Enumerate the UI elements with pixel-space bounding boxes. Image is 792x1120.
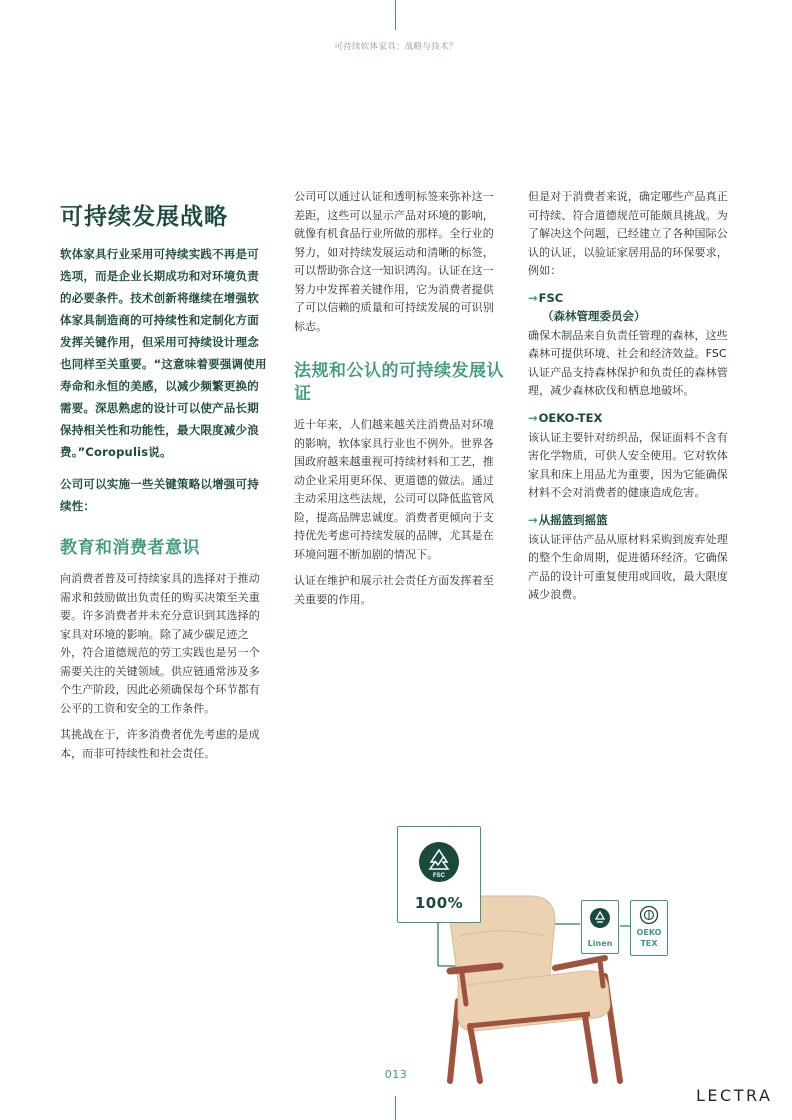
arrow-right-icon: →	[528, 410, 538, 425]
oeko-label-line-1: OEKO	[636, 928, 662, 937]
page-number: 013	[384, 1068, 408, 1081]
chair-armrest	[555, 958, 605, 968]
cert-oeko-tex	[528, 409, 738, 503]
body-paragraph: 近十年来，人们越来越关注消费品对环境的影响，软体家具行业也不例外。世界各国政府越来越重视可持续材料和工艺，推动企业采用更环保、更道德的做法。通过主动采用这些法规，公司可以降低监管风险，提高品牌忠诚度。消费者更倾向于支持优先考虑可持续发展的品牌，尤其是在环境问题不断加剧的情况下。	[294, 418, 494, 561]
section-heading-regulations: 法规和公认的可持续发展认证	[294, 361, 504, 404]
column-1	[60, 188, 270, 771]
cert-description: 该认证主要针对纺织品，保证面料不含有害化学物质，可供人安全使用。它对软体家具和床上用品尤为重要，因为它能确保材料不会对消费者的健康造成危害。	[528, 430, 728, 499]
linen-label: Linen	[587, 939, 613, 948]
section-heading-education: 教育和消费者意识	[60, 538, 200, 558]
lead-paragraph-2: 公司可以实施一些关键策略以增强可持续性：	[60, 477, 259, 513]
cert-cradle-to-cradle	[528, 511, 738, 605]
chair-armrest	[450, 966, 500, 971]
bottom-divider-line	[395, 1096, 396, 1120]
recycle-icon	[589, 907, 611, 929]
oeko-tex-icon	[639, 905, 659, 925]
brand-logo: LECTRA	[696, 1086, 773, 1105]
cert-title	[528, 409, 738, 427]
fsc-logo	[419, 842, 459, 882]
cert-name: OEKO-TEX	[538, 410, 603, 425]
chair-arm-support	[600, 961, 603, 986]
lead-paragraph: 软体家具行业采用可持续实践不再是可选项，而是企业长期成功和对环境负责的必要条件。技术创新将继续在增强软体家具制造商的可持续性和定制化方面发挥关键作用，但采用可持续设计理念也同样至关重要。“这意味着要强调使用寿命和永恒的美感，以减少频繁更换的需要。深思熟虑的设计可以使产品长期保持相关性和功能性，最大限度减少浪费。”Coropulis说。	[60, 247, 267, 459]
fsc-badge-text: FSC	[433, 873, 445, 879]
page-title: 可持续发展战略	[60, 204, 228, 230]
linen-label-card	[581, 900, 619, 954]
cert-description: 确保木制品来自负责任管理的森林，这些森林可提供环境、社会和经济效益。FSC 认证产品支持森林保护和负责任的森林管理，减少森林砍伐和栖息地破坏。	[528, 328, 728, 397]
body-paragraph: 但是对于消费者来说，确定哪些产品真正可持续、符合道德规范可能颇具挑战。为了解决这个问题，已经建立了各种国际公认的认证，以验证家居用品的环保要求，例如：	[528, 190, 728, 277]
cert-subtitle: （森林管理委员会）	[542, 308, 646, 323]
oeko-label-line-2: TEX	[640, 939, 658, 948]
cert-fsc	[528, 289, 738, 401]
column-2	[294, 188, 504, 617]
cert-description: 该认证评估产品从原材料采购到废弃处理的整个生命周期，促进循环经济。它确保产品的设计可重复使用或回收，最大限度减少浪费。	[528, 532, 728, 601]
top-divider-line	[395, 0, 396, 30]
cert-name: 从摇篮到摇篮	[538, 512, 608, 527]
body-paragraph: 向消费者普及可持续家具的选择对于推动需求和鼓励做出负责任的购买决策至关重要。许多消费者并未充分意识到其选择的家具对环境的影响。除了减少碳足迹之外，符合道德规范的劳工实践也是另一个需要关注的关键领域。供应链通常涉及多个生产阶段，因此必须确保每个环节都有公平的工资和安全的工作条件。	[60, 572, 260, 715]
column-3	[528, 188, 738, 613]
arrow-right-icon: →	[528, 290, 538, 305]
tree-check-icon	[419, 842, 459, 882]
fsc-label-card	[397, 826, 481, 923]
body-paragraph: 认证在维护和展示社会责任方面发挥着至关重要的作用。	[294, 574, 494, 606]
cert-title	[528, 511, 738, 529]
oeko-tex-label-card	[630, 900, 668, 956]
cert-title	[528, 289, 738, 325]
body-paragraph: 其挑战在于，许多消费者优先考虑的是成本，而非可持续性和社会责任。	[60, 728, 260, 760]
arrow-right-icon: →	[528, 512, 538, 527]
running-head: 可持续软体家具：战略与技术？	[334, 42, 458, 52]
body-paragraph: 公司可以通过认证和透明标签来弥补这一差距，这些可以显示产品对环境的影响，就像有机食品行业所做的那样。全行业的努力，如对持续发展运动和清晰的标签，可以帮助弥合这一知识鸿沟。认证在这一努力中发挥着关键作用，它为消费者提供了可以信赖的质量和可持续发展的可识别标志。	[294, 190, 494, 333]
fsc-percent: 100%	[414, 894, 464, 912]
cert-name: FSC	[538, 290, 564, 305]
